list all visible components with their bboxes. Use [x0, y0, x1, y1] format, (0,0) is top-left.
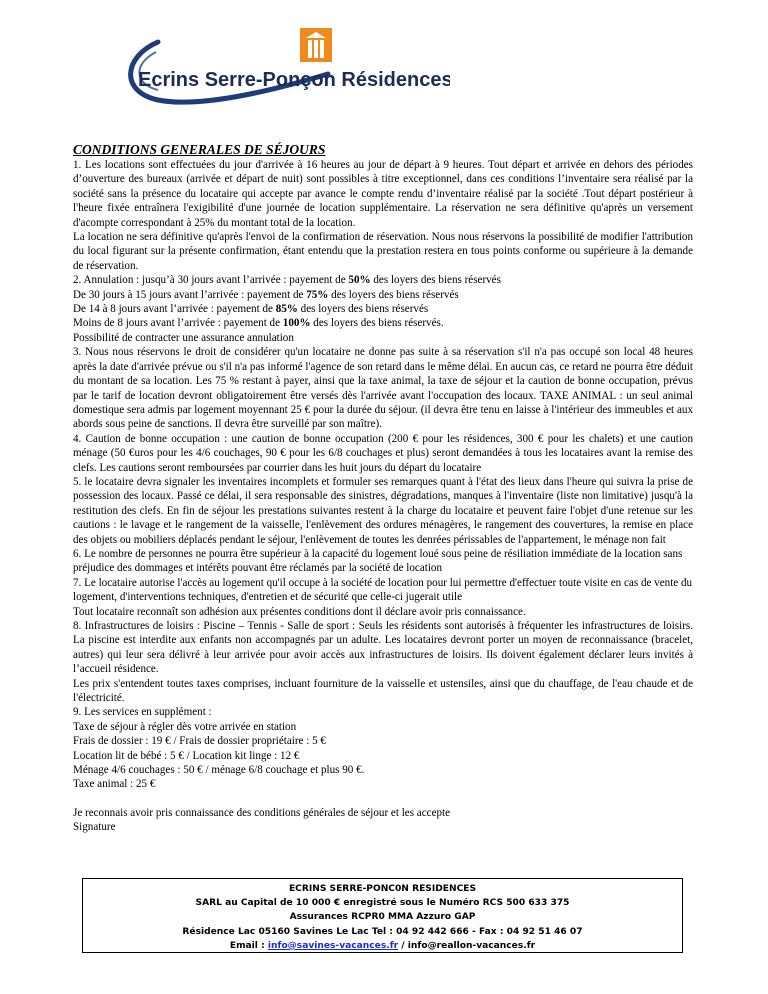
cancellation-line: De 30 jours à 15 jours avant l’arrivée : payement de 75% des loyers des biens réservés [73, 288, 459, 301]
footer-legal: SARL au Capital de 10 000 € enregistré sous le Numéro RCS 500 633 375 [195, 898, 570, 909]
prices-note: Les prix s'entendent toutes taxes comprises, incluant fourniture de la vaisselle et ustensiles, ainsi que du chauffage, de l'eau chaude et de l'électricité. [73, 677, 693, 705]
cancellation-line: De 14 à 8 jours avant l’arrivée : payement de 85% des loyers des biens réservés [73, 303, 429, 316]
service-line: Ménage 4/6 couchages : 50 € / ménage 6/8 couchage et plus 90 €. [73, 764, 365, 777]
paragraph-7: 7. Le locataire autorise l'accès au logement qu'il occupe à la société de location pour lui permettre d'effectuer toute visite en cas de vente du logement, d'interventions techniques, d'entretien et de sécurité que celle-ci jugerait utile [73, 576, 693, 604]
paragraph-8: 8. Infrastructures de loisirs : Piscine – Tennis - Salle de sport : Seuls les résidents sont autorisés à fréquenter les infrastructures de loisirs. La piscine est interdite aux enfants non accompagnés par un adulte. Les locataires devront porter un moyen de reconnaissance (bracelet, autres) qui leur sera délivré à leur arrivée pour avoir accès aux infrastructures de loisirs. Ils doivent également déclarer leurs invités à l’accueil résidence. [73, 620, 693, 676]
company-footer [82, 878, 683, 953]
company-logo [118, 22, 450, 122]
adhesion-note: Tout locataire reconnaît son adhésion aux présentes conditions dont il déclare avoir pris connaissance. [73, 605, 526, 618]
service-line: Taxe animal : 25 € [73, 778, 156, 791]
footer-address: Résidence Lac 05160 Savines Le Lac Tel : 04 92 442 666 - Fax : 04 92 51 46 07 [182, 926, 583, 937]
service-line: Frais de dossier : 19 € / Frais de dossier propriétaire : 5 € [73, 735, 326, 748]
service-line: Location lit de bébé : 5 € / Location kit linge : 12 € [73, 749, 300, 762]
email-text: info@reallon-vacances.fr [407, 940, 536, 951]
service-line: Taxe de séjour à régler dès votre arrivée en station [73, 720, 297, 733]
page-title: CONDITIONS GENERALES DE SÉJOURS [73, 142, 326, 157]
paragraph-confirmation: La location ne sera définitive qu'après l'envoi de la confirmation de réservation. Nous nous réservons la possibilité de modifier l'attribution du local figurant sur la présente confirmation, étant entendu que la prestation restera en tous points conforme ou supérieure à la demande de réservation. [73, 231, 693, 272]
paragraph-4: 4. Caution de bonne occupation : une caution de bonne occupation (200 € pour les résidences, 300 € pour les chalets) et une caution ménage (50 €uros pour les 4/6 couchages, 90 € pour les 6/8 couchages et plus) seront demandées à tous les locataires avant la remise des clefs. Les cautions seront remboursées par courrier dans les huit jours du départ du locataire [73, 432, 693, 474]
cancellation-line: 2. Annulation : jusqu’à 30 jours avant l’arrivée : payement de 50% des loyers des biens réservés [73, 274, 501, 287]
logo-text: Ecrins Serre-Ponçon Résidences [138, 69, 450, 91]
footer-email: Email : info@savines-vacances.fr / info@reallon-vacances.fr [229, 940, 536, 951]
paragraph-5: 5. le locataire devra signaler les inventaires incomplets et formuler ses remarques quant à l'état des lieux dans l'heure qui suivra la prise de possession des locaux. Passé ce délai, il sera responsable des sinistres, dégradations, manques à l'inventaire (liste non limitative) jusqu'à la restitution des clefs. En fin de séjour les prestations suivantes restent à la charge du locataire et peuvent faire l'objet d'une retenue sur les cautions : le lavage et le rangement de la vaisselle, l'enlèvement des ordures ménagères, le rangement des couvertures, la remise en place des objets ou mobiliers déplacés pendant le séjour, l'enlèvement de toutes les denrées périssables de l'appartement, le ménage non fait [73, 475, 693, 546]
paragraph-9: 9. Les services en supplément : [73, 706, 212, 719]
insurance-note: Possibilité de contracter une assurance annulation [73, 331, 294, 344]
email-link[interactable]: info@savines-vacances.fr [267, 940, 399, 951]
paragraph-3: 3. Nous nous réservons le droit de considérer qu'un locataire ne donne pas suite à sa réservation s'il n'a pas occupé son local 48 heures après la date d'arrivée prévue ou s'il n'a pas informé l'agence de son retard dans le même délai. En aucun cas, ce retard ne pourra être déduit du montant de sa location. Les 75 % restant à payer, ainsi que la taxe animal, la taxe de séjour et la caution de bonne occupation, prévus par le tarif de location devront obligatoirement être versés dès l'arrivée avant l'occupation des locaux. TAXE ANIMAL : un seul animal domestique sera admis par logement moyennant 25 € pour la durée du séjour. (il devra être tenu en laisse à l'intérieur des immeubles et aux abords sous peine de sanctions. Il devra être surveillé par son maître). [73, 346, 693, 431]
paragraph-6: 6. Le nombre de personnes ne pourra être supérieur à la capacité du logement loué sous peine de résiliation immédiate de la location sans préjudice des dommages et intérêts pouvant être réclamés par la société de location [73, 547, 683, 575]
terms-document [73, 142, 693, 835]
footer-company-name: ECRINS SERRE-PONC0N RESIDENCES [288, 884, 477, 894]
signature-label: Signature [73, 821, 116, 834]
logo-graphic [118, 22, 450, 122]
paragraph-1: 1. Les locations sont effectuées du jour d'arrivée à 16 heures au jour de départ à 9 heures. Tout départ et arrivée en dehors des périodes d’ouverture des bureaux (arrivée et départ de nuit) sont possibles à titre exceptionnel, dans ces conditions l’inventaire sera réalisé par la société sans la présence du locataire qui accepte par avance le compte rendu d’inventaire réalisé par la société .Tout départ postérieur à l'heure fixée entraînera l'exigibilité d'une journée de location supplémentaire. La réservation ne sera définitive qu'après un versement d'acompte correspondant à 25% du montant total de la location. [73, 159, 693, 229]
cancellation-line: Moins de 8 jours avant l’arrivée : payement de 100% des loyers des biens réservés. [73, 317, 444, 330]
acknowledgement: Je reconnais avoir pris connaissance des conditions générales de séjour et les accepte [73, 806, 451, 819]
footer-insurance: Assurances RCPR0 MMA Azzuro GAP [289, 912, 476, 923]
